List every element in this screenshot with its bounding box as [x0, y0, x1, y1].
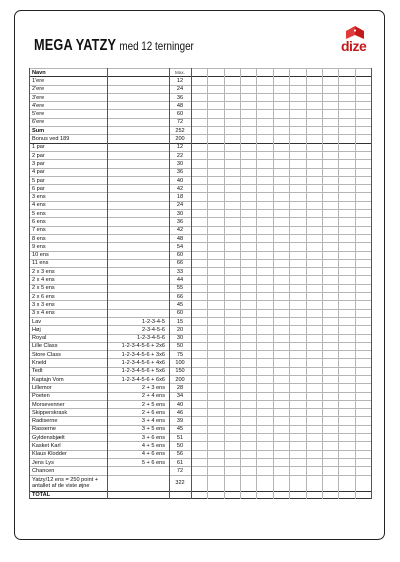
- row-max-score: 12: [176, 144, 184, 151]
- column-divider: [207, 68, 208, 499]
- row-label: 5 ens: [32, 210, 46, 217]
- table-right-edge: [371, 68, 372, 499]
- row-max-score: 48: [176, 102, 184, 109]
- row-max-score: 22: [176, 152, 184, 159]
- column-divider: [289, 68, 290, 499]
- table-row: [29, 259, 371, 267]
- table-row: [29, 416, 371, 424]
- row-combination: [107, 227, 165, 234]
- row-max-score: 66: [176, 293, 184, 300]
- row-max-score: 50: [176, 343, 184, 350]
- row-combination: 1-2-3-4-5-6 + 5x6: [121, 368, 165, 375]
- row-combination: [107, 202, 165, 209]
- title-main: MEGA YATZY: [34, 37, 117, 54]
- table-row: [29, 400, 371, 408]
- score-table: [29, 68, 371, 499]
- row-combination: 2-3-4-5-6: [141, 326, 165, 333]
- table-row: [29, 475, 371, 492]
- max-header: Max.: [175, 70, 185, 76]
- table-row: [29, 134, 371, 142]
- row-combination: [107, 135, 165, 142]
- row-combination: [107, 185, 165, 192]
- row-combination: 3 + 5 ens: [141, 426, 165, 433]
- table-row: [29, 251, 371, 259]
- row-label: Lille Class: [32, 343, 58, 350]
- row-label: 4 par: [32, 169, 45, 176]
- row-combination: [107, 276, 165, 283]
- row-combination: [107, 77, 165, 84]
- table-row: [29, 184, 371, 192]
- row-label: 2 x 3 ens: [32, 268, 55, 275]
- table-row: [29, 76, 371, 84]
- row-combination: [107, 177, 165, 184]
- row-combination: [107, 260, 165, 267]
- column-divider: [224, 68, 225, 499]
- row-max-score: 60: [176, 310, 184, 317]
- row-max-score: 55: [176, 285, 184, 292]
- row-max-score: 200: [175, 136, 185, 143]
- table-row: [29, 284, 371, 292]
- row-combination: [107, 301, 165, 308]
- row-max-score: 56: [176, 451, 184, 458]
- row-label: Poeten: [32, 393, 50, 400]
- table-row: [29, 85, 371, 93]
- row-combination: 2 + 5 ens: [141, 401, 165, 408]
- row-max-score: 72: [176, 119, 184, 126]
- row-label: 3 ens: [32, 194, 46, 201]
- table-row: [29, 118, 371, 126]
- row-label: Sum: [32, 127, 45, 134]
- row-label: 2 x 5 ens: [32, 285, 55, 292]
- logo-text: dize: [341, 38, 367, 54]
- row-label: Rasserne: [32, 426, 56, 433]
- row-label: Morsevenner: [32, 401, 65, 408]
- row-combination: [107, 268, 165, 275]
- row-combination: [107, 210, 165, 217]
- row-label: Yatzy/12 ens = 250 point + antallet af de viste øjne: [32, 476, 99, 490]
- row-combination: [107, 152, 165, 159]
- column-divider: [169, 68, 170, 499]
- row-label: Bonus ved 189: [32, 136, 70, 143]
- row-label: Gyldensbjælt: [32, 434, 65, 441]
- table-row: [29, 441, 371, 449]
- table-row: [29, 292, 371, 300]
- row-combination: 4 + 6 ens: [141, 451, 165, 458]
- row-combination: [107, 119, 165, 126]
- row-label: Store Class: [32, 351, 61, 358]
- row-label: 4'ere: [32, 102, 45, 109]
- row-max-score: 15: [176, 318, 184, 325]
- row-label: 2 x 6 ens: [32, 293, 55, 300]
- row-combination: [107, 169, 165, 176]
- row-max-score: 42: [176, 185, 184, 192]
- table-row: [29, 334, 371, 342]
- table-row: [29, 425, 371, 433]
- row-max-score: 45: [176, 301, 184, 308]
- row-max-score: 66: [176, 260, 184, 267]
- table-row: [29, 101, 371, 109]
- row-label: Kneld: [32, 360, 47, 367]
- row-max-score: 34: [176, 393, 184, 400]
- row-combination: [107, 492, 165, 498]
- column-divider: [256, 68, 257, 499]
- table-row: [29, 367, 371, 375]
- table-row: [29, 176, 371, 184]
- row-label: 2 x 4 ens: [32, 277, 55, 284]
- row-combination: [107, 94, 165, 101]
- table-row: [29, 300, 371, 308]
- table-row: [29, 375, 371, 383]
- table-row: [29, 383, 371, 391]
- row-label: Klaus Klodder: [32, 451, 67, 458]
- row-max-score: 36: [176, 169, 184, 176]
- row-combination: [107, 310, 165, 317]
- row-max-score: 18: [176, 194, 184, 201]
- row-label: 6'ere: [32, 119, 45, 126]
- table-row: [29, 350, 371, 358]
- row-combination: 1-2-3-4-5-6 + 4x6: [121, 360, 165, 367]
- column-divider: [107, 68, 108, 499]
- row-max-score: 150: [175, 368, 185, 375]
- row-label: Royal: [32, 335, 47, 342]
- row-label: Radiserne: [32, 418, 58, 425]
- row-max-score: 28: [176, 384, 184, 391]
- row-label: 8 ens: [32, 235, 46, 242]
- row-label: 11 ens: [32, 260, 49, 267]
- row-label: 2 par: [32, 152, 45, 159]
- row-max-score: 61: [176, 459, 184, 466]
- row-max-score: 20: [176, 326, 184, 333]
- row-combination: [107, 467, 165, 474]
- row-max-score: 40: [176, 401, 184, 408]
- row-label: 3 x 4 ens: [32, 310, 55, 317]
- row-max-score: 50: [176, 443, 184, 449]
- table-row: [29, 342, 371, 350]
- row-combination: 3 + 6 ens: [141, 434, 165, 441]
- row-max-score: 42: [176, 227, 184, 234]
- row-label: Kaptajn Vom: [32, 376, 64, 383]
- row-label: 9 ens: [32, 243, 46, 250]
- row-label: Jens Lys: [32, 459, 54, 466]
- row-max-score: 39: [176, 418, 184, 425]
- table-row: [29, 275, 371, 283]
- column-divider: [191, 68, 192, 499]
- row-max-score: 36: [176, 218, 184, 225]
- row-combination: [107, 160, 165, 167]
- table-row: [29, 450, 371, 458]
- row-label: 3 x 3 ens: [32, 301, 55, 308]
- row-combination: [107, 144, 165, 151]
- table-row: [29, 126, 371, 134]
- column-divider: [240, 68, 241, 499]
- row-combination: 2 + 6 ens: [141, 409, 165, 416]
- row-combination: [107, 235, 165, 242]
- row-max-score: 24: [176, 86, 184, 93]
- row-max-score: 40: [176, 177, 184, 184]
- table-row: [29, 458, 371, 466]
- row-max-score: 322: [175, 480, 185, 487]
- row-combination: 1-2-3-4-5-6 + 6x6: [121, 376, 165, 383]
- table-row: [29, 226, 371, 234]
- row-max-score: 45: [176, 426, 184, 433]
- table-row: [29, 109, 371, 117]
- table-row: [29, 93, 371, 101]
- row-label: Chancen: [32, 467, 55, 474]
- row-max-score: 60: [176, 252, 184, 259]
- row-max-score: 100: [175, 360, 185, 367]
- row-combination: [107, 476, 165, 492]
- row-label: Lav: [32, 318, 42, 325]
- page-title: [34, 37, 194, 55]
- row-combination: 2 + 3 ens: [141, 384, 165, 391]
- row-label: Tedt: [32, 368, 43, 375]
- row-combination: [107, 285, 165, 292]
- table-row: [29, 317, 371, 325]
- row-combination: 1-2-3-4-5-6 + 3x6: [121, 351, 165, 358]
- row-combination: 2 + 4 ens: [141, 393, 165, 400]
- table-row: [29, 143, 371, 151]
- row-combination: [107, 243, 165, 250]
- title-subtitle: med 12 terninger: [119, 39, 194, 53]
- row-combination: [107, 193, 165, 200]
- score-rows: [29, 76, 371, 499]
- table-row: [29, 234, 371, 242]
- table-row: [29, 192, 371, 200]
- table-row: [29, 325, 371, 333]
- table-row: [29, 408, 371, 416]
- table-row: [29, 466, 371, 474]
- row-max-score: 75: [176, 351, 184, 358]
- row-combination: 4 + 5 ens: [141, 443, 165, 449]
- row-max-score: 30: [176, 160, 184, 167]
- row-max-score: 48: [176, 235, 184, 242]
- row-label: Høj: [32, 326, 41, 333]
- table-row: [29, 491, 371, 499]
- table-row: [29, 168, 371, 176]
- table-row: [29, 159, 371, 167]
- row-label: 3 par: [32, 160, 45, 167]
- column-divider: [306, 68, 307, 499]
- row-combination: [107, 293, 165, 300]
- table-row: [29, 242, 371, 250]
- table-header-row: [29, 68, 371, 76]
- row-combination: 1-2-3-4-5: [141, 318, 165, 325]
- row-label: Skipperskrask: [32, 409, 68, 416]
- row-max-score: 54: [176, 243, 184, 250]
- row-max-score: 44: [176, 277, 184, 284]
- table-row: [29, 201, 371, 209]
- row-max-score: 46: [176, 409, 184, 416]
- table-row: [29, 151, 371, 159]
- row-label: 1 par: [32, 144, 45, 151]
- row-label: Lillemor: [32, 384, 52, 391]
- row-label: 5'ere: [32, 111, 45, 118]
- table-row: [29, 217, 371, 225]
- row-label: 10 ens: [32, 252, 49, 259]
- row-max-score: 24: [176, 202, 184, 209]
- row-combination: [107, 102, 165, 109]
- row-max-score: [169, 492, 191, 498]
- row-combination: 3 + 4 ens: [141, 418, 165, 425]
- row-label: 6 ens: [32, 218, 46, 225]
- column-divider: [355, 68, 356, 499]
- row-combination: [107, 110, 165, 117]
- row-max-score: 51: [176, 434, 184, 441]
- row-max-score: 12: [176, 77, 184, 84]
- row-max-score: 60: [176, 111, 184, 118]
- column-divider: [322, 68, 323, 499]
- row-label: 3'ere: [32, 94, 45, 101]
- table-row: [29, 209, 371, 217]
- table-row: [29, 267, 371, 275]
- row-label: 1'ere: [32, 77, 45, 84]
- row-label: TOTAL: [32, 492, 51, 499]
- table-row: [29, 358, 371, 366]
- row-label: Kasket Karl: [32, 443, 61, 449]
- row-combination: 5 + 6 ens: [141, 459, 165, 466]
- row-max-score: 200: [175, 376, 185, 383]
- table-row: [29, 309, 371, 317]
- row-combination: [107, 218, 165, 225]
- row-combination: [107, 86, 165, 93]
- row-combination: 1-2-3-4-5-6 + 2x6: [121, 343, 165, 350]
- column-divider: [338, 68, 339, 499]
- row-label: 6 par: [32, 185, 45, 192]
- column-divider: [273, 68, 274, 499]
- table-left-edge: [29, 68, 30, 499]
- row-max-score: 33: [176, 268, 184, 275]
- row-max-score: 252: [175, 127, 185, 134]
- row-max-score: 36: [176, 94, 184, 101]
- table-row: [29, 433, 371, 441]
- row-label: 2'ere: [32, 86, 45, 93]
- row-label: 4 ens: [32, 202, 46, 209]
- row-max-score: 30: [176, 210, 184, 217]
- table-row: [29, 392, 371, 400]
- name-header: Navn: [32, 69, 46, 76]
- row-combination: [107, 252, 165, 259]
- row-combination: [107, 127, 165, 134]
- row-label: 7 ens: [32, 227, 46, 234]
- row-max-score: 72: [176, 467, 184, 474]
- row-label: 5 par: [32, 177, 45, 184]
- row-max-score: 30: [176, 335, 184, 342]
- row-combination: 1-2-3-4-5-6: [137, 335, 165, 342]
